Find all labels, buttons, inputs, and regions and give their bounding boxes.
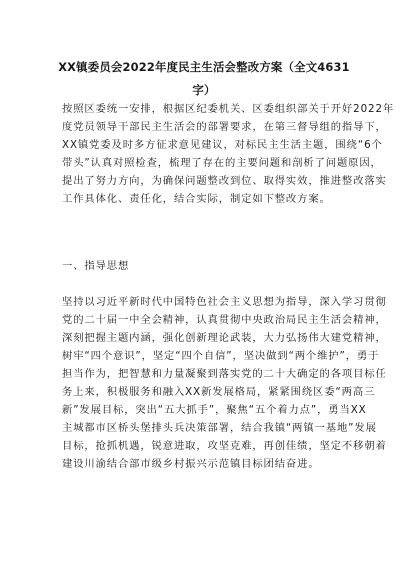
paragraph-line: 主城都市区桥头堡排头兵决策部署，结合我镇“两镇一基地”发展: [62, 422, 377, 434]
title-line-2: 字）: [192, 83, 216, 97]
paragraph-line: 建设川渝结合部市级乡村振兴示范镇目标团结奋进。: [62, 458, 320, 470]
paragraph-line: 按照区委统一安排，根据区纪委机关、区委组织部关于开好2022年: [62, 103, 395, 115]
paragraph-line: 树牢“四个意识”，坚定“四个自信”，坚决做到“两个维护”，勇于: [62, 350, 380, 362]
paragraph-line: 新”发展目标，突出“五大抓手”，聚焦“五个着力点”，勇当XX: [62, 404, 367, 416]
document-title: [40, 56, 368, 102]
section-heading: 一、指导思想: [62, 260, 130, 272]
paragraph-line: 党的二十届一中全会精神，认真贯彻中央政治局民主生活会精神，: [62, 314, 387, 326]
paragraph-line: 担当作为，把智慧和力量凝聚到落实党的二十大确定的各项目标任: [62, 368, 387, 380]
guiding-ideology-paragraph: [62, 293, 387, 473]
paragraph-line: 度党员领导干部民主生活会的部署要求，在第三督导组的指导下，: [62, 121, 387, 133]
paragraph-line: 目标，抢抓机遇，锐意进取，攻坚克难，再创佳绩，坚定不移朝着: [62, 440, 387, 452]
paragraph-line: 务上来，积极服务和融入XX新发展格局，紧紧围绕区委“两高三: [62, 386, 376, 398]
intro-paragraph: [62, 100, 395, 208]
paragraph-line: 提出了努力方向，为确保问题整改到位、取得实效，推进整改落实: [62, 175, 387, 187]
paragraph-line: 带头”认真对照检查，梳理了存在的主要问题和剖析了问题原因，: [62, 157, 382, 169]
paragraph-line: 深刻把握主题内涵，强化创新理论武装，大力弘扬伟大建党精神，: [62, 332, 387, 344]
paragraph-line: 坚持以习近平新时代中国特色社会主义思想为指导，深入学习贯彻: [62, 296, 387, 308]
paragraph-line: XX镇党委及时多方征求意见建议，对标民主生活主题，围绕“6个: [62, 139, 383, 151]
title-line-1: XX镇委员会2022年度民主生活会整改方案（全文4631: [58, 60, 350, 74]
paragraph-line: 工作具体化、责任化，结合实际，制定如下整改方案。: [62, 193, 331, 205]
